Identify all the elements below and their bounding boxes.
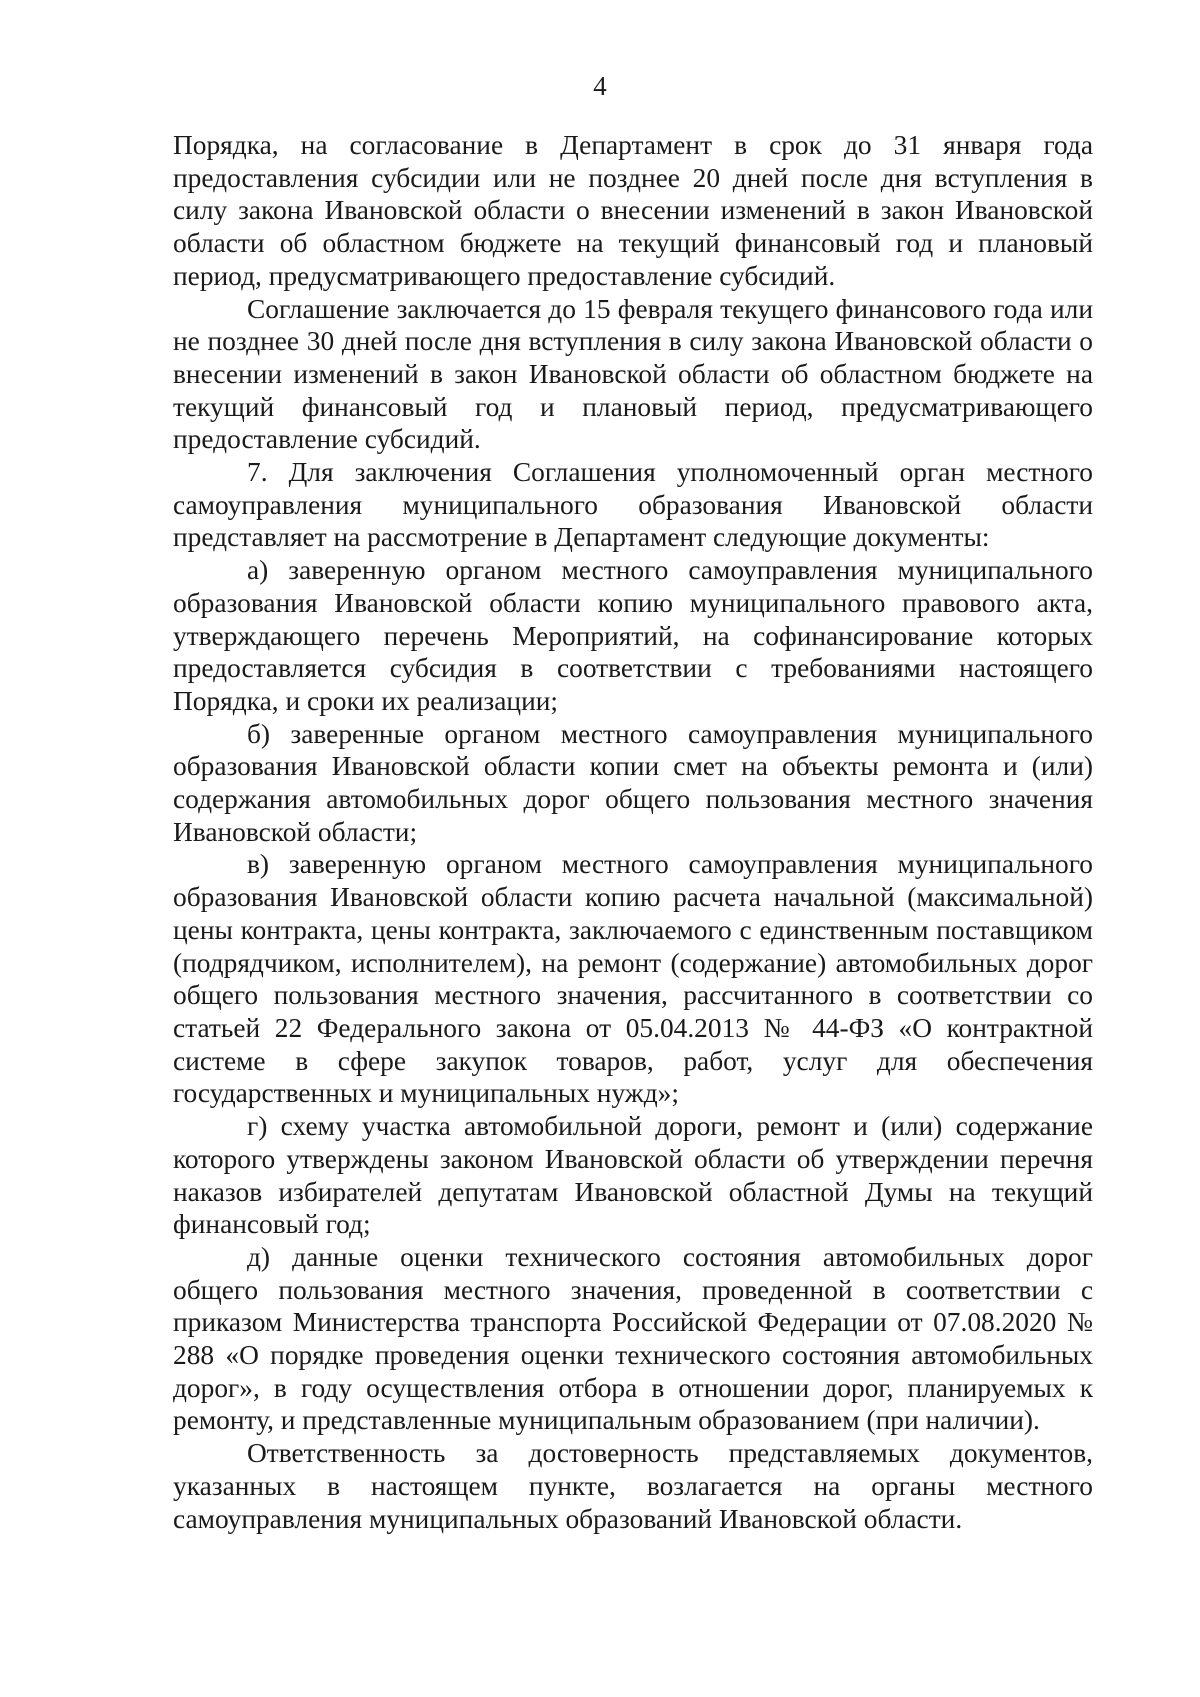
paragraph-continuation: Порядка, на согласование в Департамент в срок до 31 января года предоставления субсидии или не позднее 20 дней после дня вступления в силу закона Ивановской области о внесении изменений в закон Ивановской области об областном бюджете на текущий финансовый год и плановый период, предусматривающего предоставление субсидий.	[173, 130, 1093, 291]
paragraph-item-a: а) заверенную органом местного самоуправления муниципального образования Ивановской области копию муниципального правового акта, утверждающего перечень Мероприятий, на софинансирование которых предоставляется субсидия в соответствии с требованиями настоящего Порядка, и сроки их реализации;	[173, 555, 1093, 716]
paragraph-item-b: б) заверенные органом местного самоуправления муниципального образования Ивановской области копии смет на объекты ремонта и (или) содержания автомобильных дорог общего пользования местного значения Ивановской области;	[173, 718, 1093, 847]
page-number: 4	[593, 71, 607, 101]
paragraph-responsibility: Ответственность за достоверность представляемых документов, указанных в настоящем пункте, возлагается на органы местного самоуправления муниципальных образований Ивановской области.	[173, 1438, 1093, 1534]
document-body	[173, 129, 1093, 1535]
paragraph-item-g: г) схему участка автомобильной дороги, ремонт и (или) содержание которого утверждены законом Ивановской области об утверждении перечня наказов избирателей депутатам Ивановской областной Думы на текущий финансовый год;	[173, 1111, 1093, 1240]
paragraph-item-d: д) данные оценки технического состояния автомобильных дорог общего пользования местного значения, проведенной в соответствии с приказом Министерства транспорта Российской Федерации от 07.08.2020 № 288 «О порядке проведения оценки технического состояния автомобильных дорог», в году осуществления отбора в отношении дорог, планируемых к ремонту, и представленные муниципальным образованием (при наличии).	[173, 1241, 1093, 1436]
paragraph-item-v: в) заверенную органом местного самоуправления муниципального образования Ивановской области копию расчета начальной (максимальной) цены контракта, цены контракта, заключаемого с единственным поставщиком (подрядчиком, исполнителем), на ремонт (содержание) автомобильных дорог общего пользования местного значения, рассчитанного в соответствии со статьей 22 Федерального закона от 05.04.2013 № 44-ФЗ «О контрактной системе в сфере закупок товаров, работ, услуг для обеспечения государственных и муниципальных нужд»;	[173, 849, 1093, 1109]
paragraph-agreement-deadline: Соглашение заключается до 15 февраля текущего финансового года или не позднее 30 дней после дня вступления в силу закона Ивановской области о внесении изменений в закон Ивановской области об областном бюджете на текущий финансовый год и плановый период, предусматривающего предоставление субсидий.	[173, 293, 1093, 455]
paragraph-item-7: 7. Для заключения Соглашения уполномоченный орган местного самоуправления муниципального образования Ивановской области представляет на рассмотрение в Департамент следующие документы:	[173, 457, 1093, 553]
